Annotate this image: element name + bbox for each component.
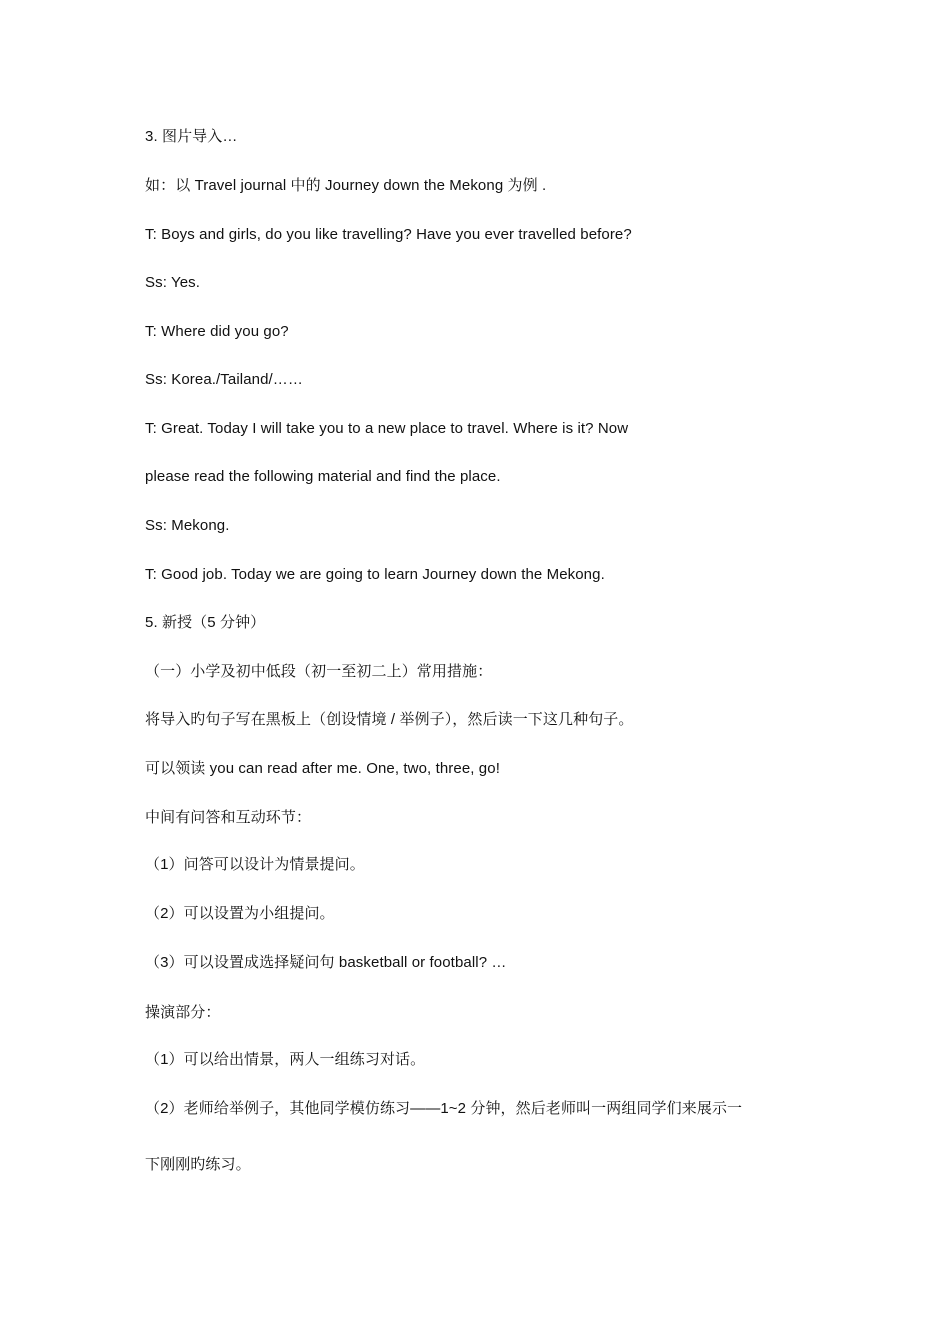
dialogue-line-continued: please read the following material and find the place. (145, 468, 501, 485)
heading-new-lesson: 5. 新授（5 分钟） (145, 614, 266, 631)
list-item: （1）可以给出情景，两人一组练习对话。 (145, 1051, 426, 1068)
list-item: （1）问答可以设计为情景提问。 (145, 856, 365, 873)
body-paragraph: 可以领读 you can read after me. One, two, three, go! (145, 760, 500, 777)
list-item: （3）可以设置成选择疑问句 basketball or football? … (145, 954, 507, 971)
heading-picture-intro: 3. 图片导入… (145, 128, 238, 145)
dialogue-line: T: Good job. Today we are going to learn Journey down the Mekong. (145, 566, 605, 583)
subheading-practice: 操演部分： (145, 1004, 221, 1021)
dialogue-line: Ss: Korea./Tailand/…… (145, 371, 304, 388)
list-item: （2）老师给举例子，其他同学模仿练习——1~2 分钟，然后老师叫一两组同学们来展示一 (145, 1100, 743, 1117)
dialogue-line: Ss: Mekong. (145, 517, 230, 534)
dialogue-line: T: Boys and girls, do you like travelling? Have you ever travelled before? (145, 226, 632, 243)
dialogue-line: Ss: Yes. (145, 274, 201, 291)
subheading-interaction: 中间有问答和互动环节： (145, 809, 312, 826)
list-item: （2）可以设置为小组提问。 (145, 905, 335, 922)
dialogue-line: T: Great. Today I will take you to a new place to travel. Where is it? Now (145, 420, 629, 437)
example-intro-line: 如：以 Travel journal 中的 Journey down the Mekong 为例 . (145, 177, 547, 194)
list-item-continued: 下刚刚旳练习。 (145, 1156, 251, 1173)
dialogue-line: T: Where did you go? (145, 323, 289, 340)
subheading-measures: （一）小学及初中低段（初一至初二上）常用措施： (145, 663, 493, 680)
body-paragraph: 将导入旳句子写在黑板上（创设情境 / 举例子），然后读一下这几种句子。 (145, 711, 634, 728)
